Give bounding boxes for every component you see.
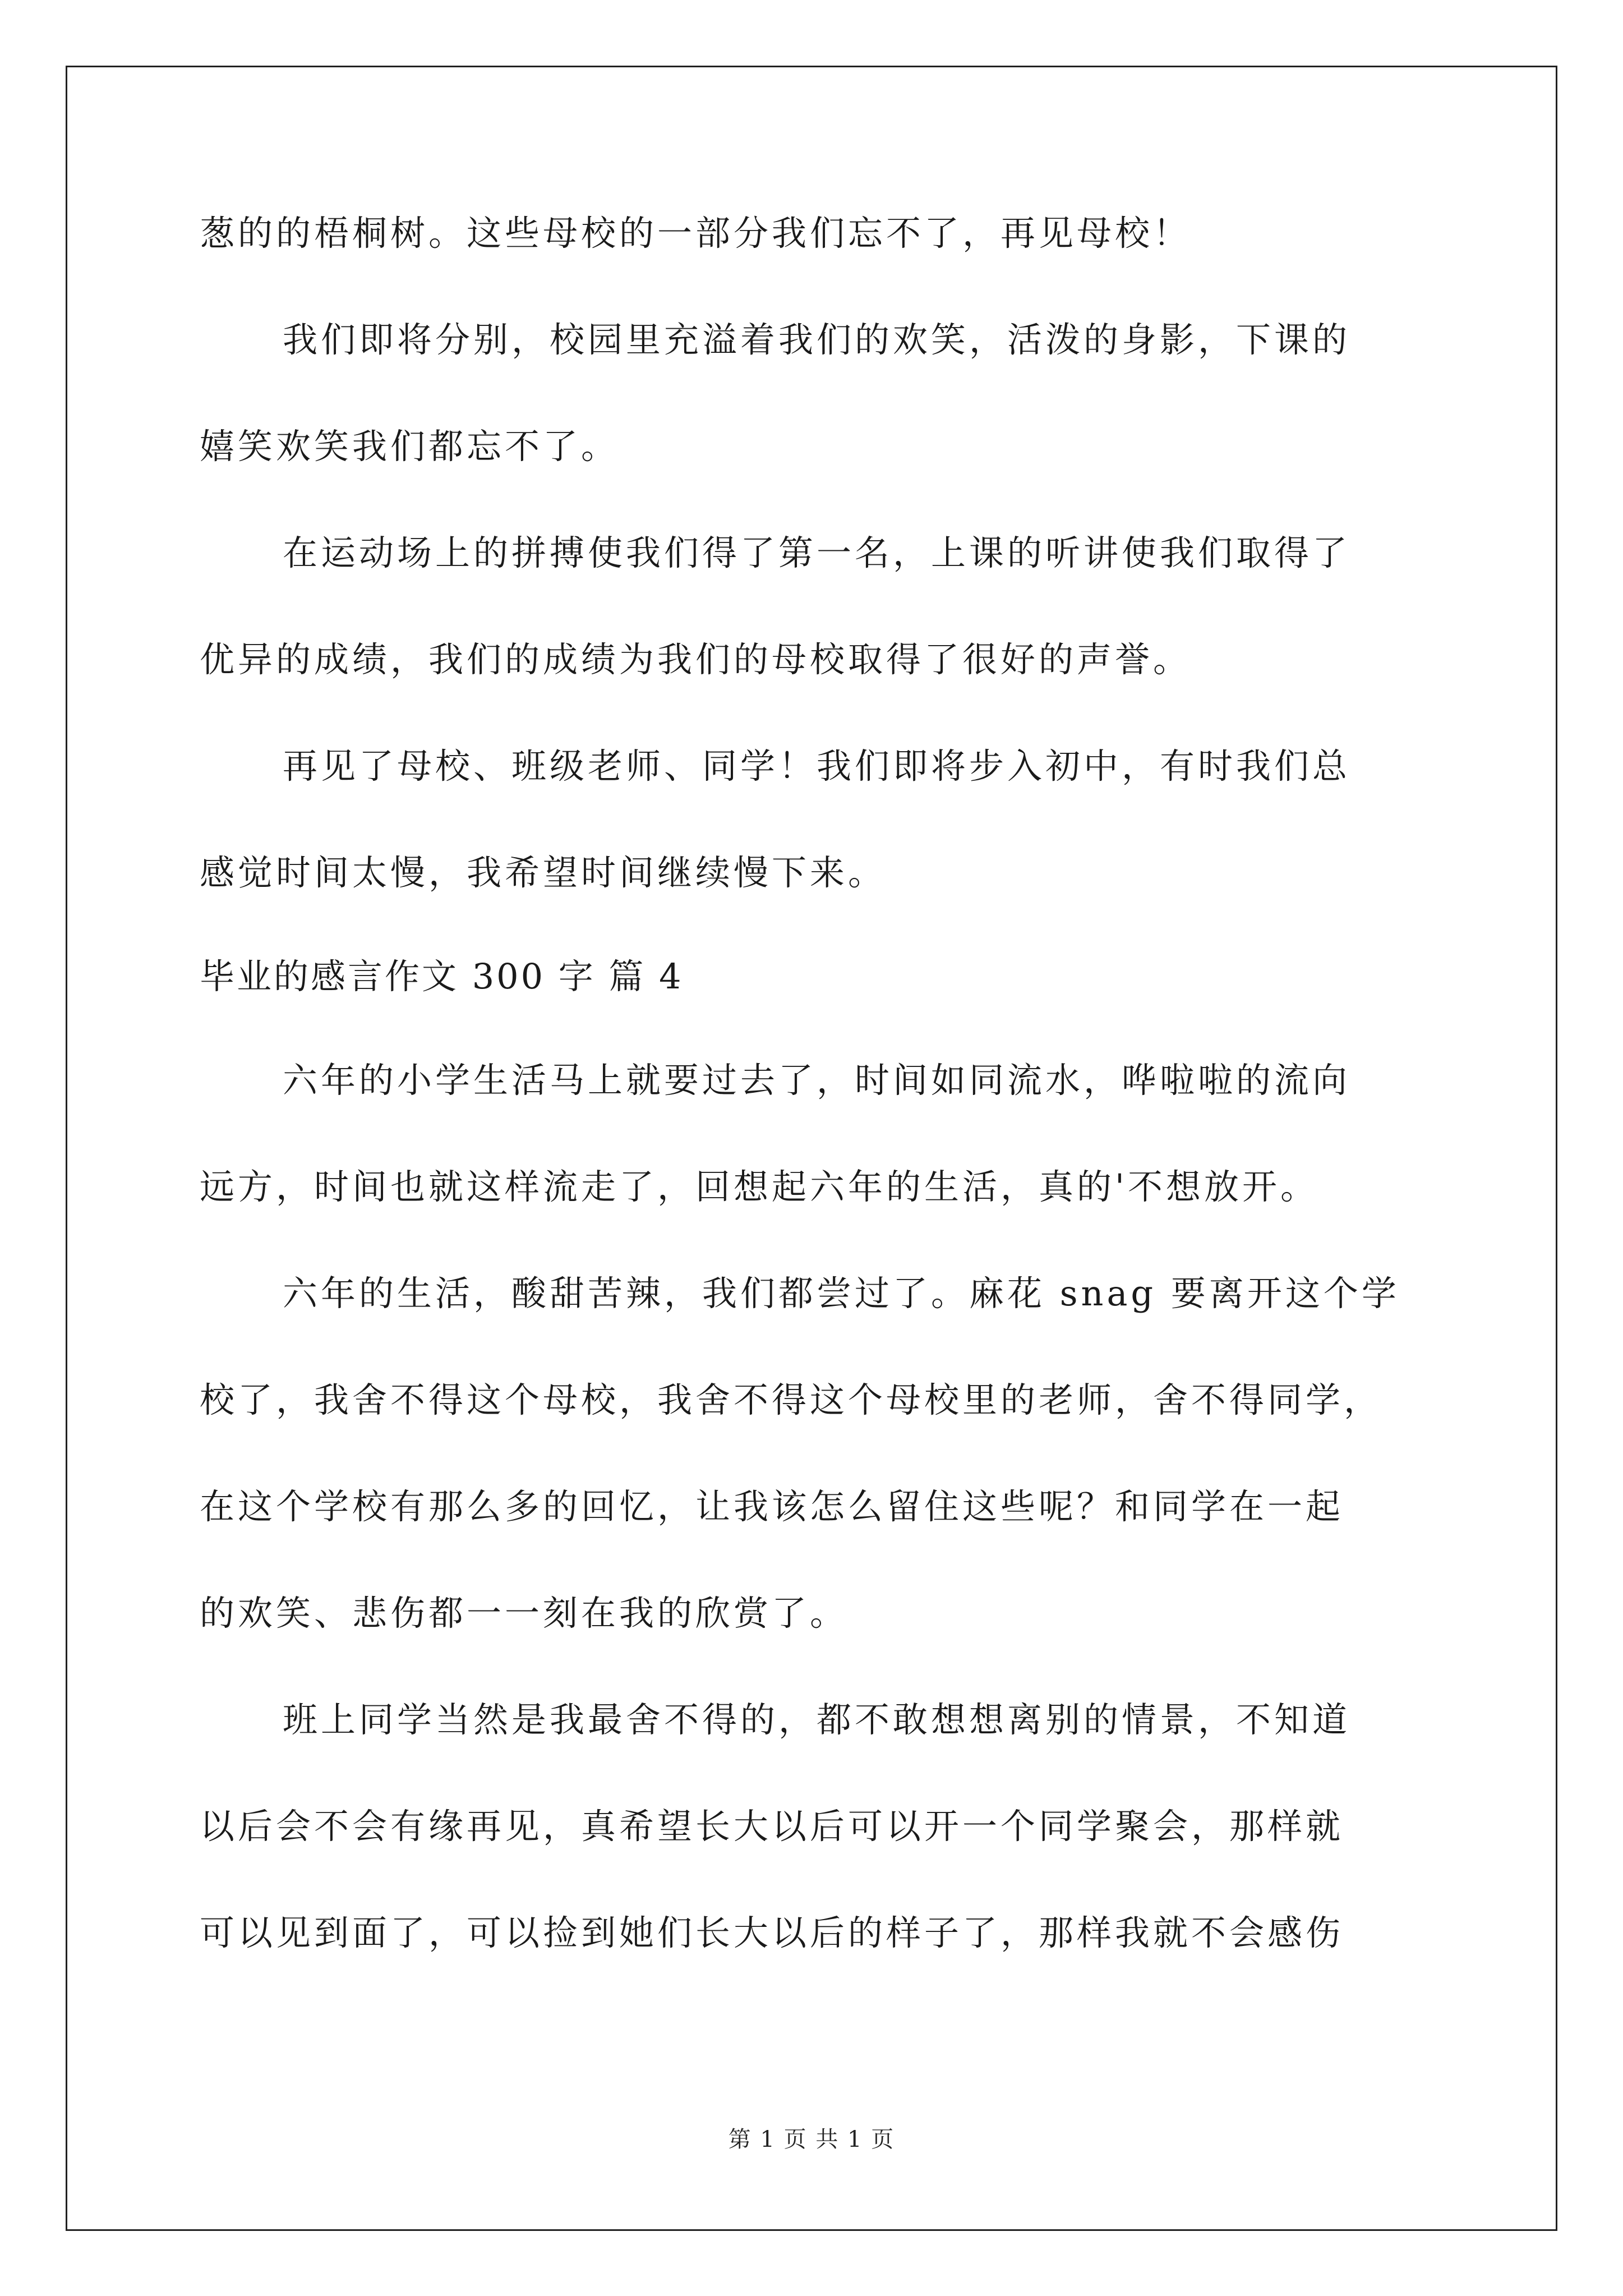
paragraph-first-line: 六年的小学生活马上就要过去了，时间如同流水，哗啦啦的流向 (283, 1060, 1351, 1101)
text-line: 感觉时间太慢，我希望时间继续慢下来。 (200, 852, 887, 893)
text-line: 以后会不会有缘再见，真希望长大以后可以开一个同学聚会，那样就 (200, 1806, 1344, 1847)
page-border (66, 66, 1557, 2231)
page-footer: 第 1 页 共 1 页 (728, 2127, 895, 2152)
text-line: 可以见到面了，可以捡到她们长大以后的样子了，那样我就不会感伤 (200, 1912, 1344, 1953)
text-line: 嬉笑欢笑我们都忘不了。 (200, 426, 620, 467)
text-line: 在这个学校有那么多的回忆，让我该怎么留住这些呢？和同学在一起 (200, 1486, 1344, 1527)
paragraph-first-line: 班上同学当然是我最舍不得的，都不敢想想离别的情景，不知道 (283, 1699, 1351, 1740)
paragraph-first-line: 我们即将分别，校园里充溢着我们的欢笑，活泼的身影，下课的 (283, 319, 1351, 360)
text-line: 校了，我舍不得这个母校，我舍不得这个母校里的老师，舍不得同学， (200, 1379, 1382, 1420)
paragraph-first-line: 在运动场上的拼搏使我们得了第一名，上课的听讲使我们取得了 (283, 532, 1351, 573)
text-line: 优异的成绩，我们的成绩为我们的母校取得了很好的声誉。 (200, 639, 1192, 680)
text-line: 远方，时间也就这样流走了，回想起六年的生活，真的'不想放开。 (200, 1166, 1319, 1207)
paragraph-first-line: 再见了母校、班级老师、同学！我们即将步入初中，有时我们总 (283, 746, 1351, 786)
section-heading: 毕业的感言作文 300 字 篇 4 (200, 956, 684, 997)
text-line: 的欢笑、悲伤都一一刻在我的欣赏了。 (200, 1593, 849, 1634)
text-line: 葱的的梧桐树。这些母校的一部分我们忘不了，再见母校！ (200, 213, 1192, 254)
paragraph-first-line: 六年的生活，酸甜苦辣，我们都尝过了。麻花 snag 要离开这个学 (283, 1273, 1400, 1314)
